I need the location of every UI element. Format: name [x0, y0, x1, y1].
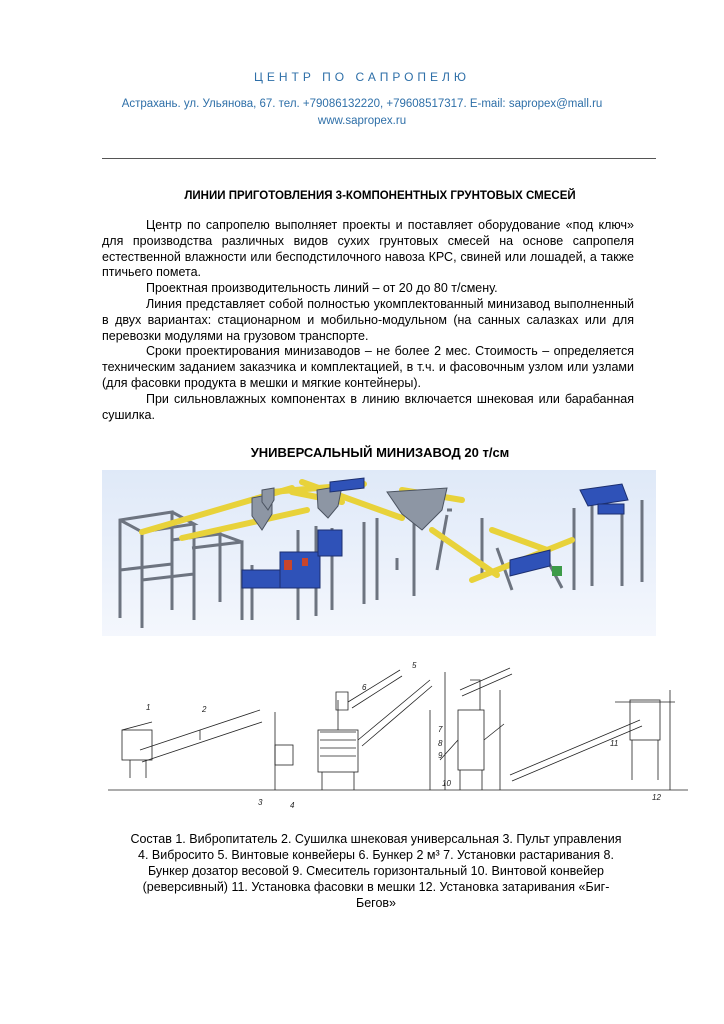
drawing-label: 6: [362, 683, 367, 692]
paragraph: Проектная производительность линий – от 20 до 80 т/смену.: [146, 281, 498, 296]
figure-caption: [96, 831, 656, 911]
org-title: ЦЕНТР ПО САПРОПЕЛЮ: [253, 70, 471, 84]
paragraph: При сильновлажных компонентах в линию включается шнековая или барабанная сушилка.: [102, 391, 634, 422]
plant-3d-render: [102, 470, 656, 636]
technical-drawing: [100, 650, 692, 820]
section-title: УНИВЕРСАЛЬНЫЙ МИНИЗАВОД 20 т/см: [250, 445, 510, 460]
caption-line: Бункер дозатор весовой 9. Смеситель горизонтальный 10. Винтовой конвейер: [148, 864, 604, 878]
drawing-label: 12: [652, 793, 661, 802]
drawing-label: 11: [610, 739, 619, 748]
caption-line: 4. Вибросито 5. Винтовые конвейеры 6. Бункер 2 м³ 7. Установки растаривания 8.: [138, 848, 614, 862]
technical-drawing-svg: [100, 650, 692, 820]
document-title: ЛИНИИ ПРИГОТОВЛЕНИЯ 3-КОМПОНЕНТНЫХ ГРУНТОВЫХ СМЕСЕЙ: [184, 190, 576, 202]
document-body: [102, 218, 634, 423]
drawing-label: 7: [438, 725, 443, 734]
header-divider: [102, 158, 656, 159]
drawing-label: 8: [438, 739, 443, 748]
drawing-label: 2: [202, 705, 207, 714]
drawing-label: 9: [438, 751, 443, 760]
drawing-label: 1: [146, 703, 151, 712]
paragraph: Сроки проектирования минизаводов – не более 2 мес. Стоимость – определяется техническим заданием заказчика и комплектацией, в т.ч. и фасовочным узлом или узлами (для фасовки продукта в мешки и мягкие контейнеры).: [102, 344, 634, 390]
website-link[interactable]: www.sapropex.ru: [317, 115, 407, 127]
caption-line: Бегов»: [356, 896, 396, 910]
plant-3d-render-svg: [102, 470, 656, 636]
drawing-label: 3: [258, 798, 263, 807]
paragraph: Центр по сапропелю выполняет проекты и поставляет оборудование «под ключ» для производства различных видов сухих грунтовых смесей на основе сапропеля естественной влажности или бесподстилочного навоза КРС, свиней или лошадей, а также птичьего помета.: [102, 218, 634, 280]
caption-line: (реверсивный) 11. Установка фасовки в мешки 12. Установка затаривания «Биг-: [142, 880, 610, 894]
drawing-label: 10: [442, 779, 451, 788]
caption-line: Состав 1. Вибропитатель 2. Сушилка шнековая универсальная 3. Пульт управления: [130, 832, 622, 846]
contact-address: Астрахань. ул. Ульянова, 67. тел. +79086132220, +79608517317. E-mail: sapropex@mall.ru: [121, 98, 603, 110]
drawing-label: 5: [412, 661, 417, 670]
paragraph: Линия представляет собой полностью укомплектованный минизавод выполненный в двух вариантах: стационарном и мобильно-модульном (на санных салазках или для перевозки модулями на грузовом транспорте.: [102, 296, 634, 343]
drawing-label: 4: [290, 801, 295, 810]
